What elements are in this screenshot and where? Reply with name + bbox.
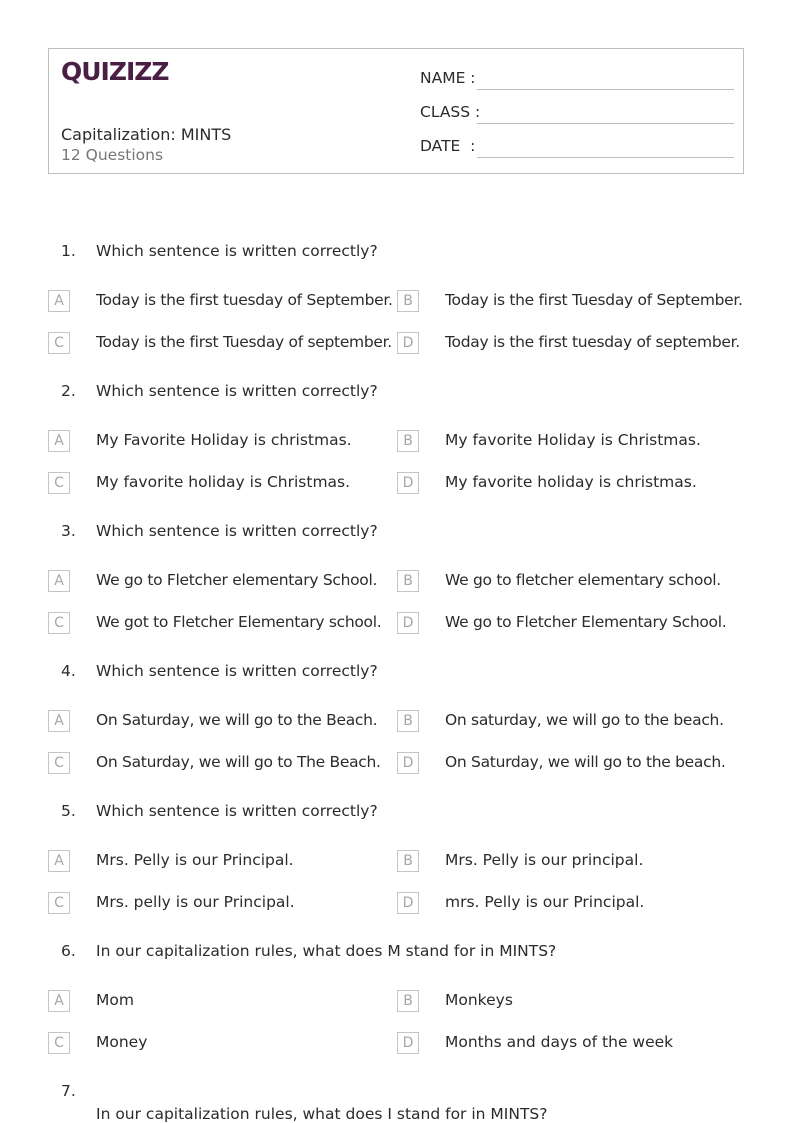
quizizz-logo: QUIZIZZ [61, 57, 169, 86]
question-text: Which sentence is written correctly? [96, 802, 378, 820]
option-text: On Saturday, we will go to the beach. [445, 753, 726, 771]
option-letter-box: A [48, 430, 70, 452]
question-number: 3. [61, 522, 76, 540]
option-letter-box: D [397, 752, 419, 774]
option-letter-box: C [48, 1032, 70, 1054]
question-text: Which sentence is written correctly? [96, 662, 378, 680]
worksheet-title: Capitalization: MINTS [61, 125, 232, 144]
option-letter-box: C [48, 472, 70, 494]
option-text: My Favorite Holiday is christmas. [96, 431, 352, 449]
option-text: My favorite holiday is Christmas. [96, 473, 351, 491]
option-text: Today is the first Tuesday of September. [445, 291, 743, 309]
name-label: NAME : [420, 69, 476, 87]
option-text: Mrs. Pelly is our Principal. [96, 851, 294, 869]
option-text: Today is the first tuesday of september. [445, 333, 740, 351]
option-letter-box: B [397, 290, 419, 312]
option-text: We go to Fletcher Elementary School. [445, 613, 727, 631]
option-text: mrs. Pelly is our Principal. [445, 893, 645, 911]
option-letter-box: D [397, 472, 419, 494]
question-number: 1. [61, 242, 76, 260]
option-text: On Saturday, we will go to the Beach. [96, 711, 378, 729]
option-letter-box: B [397, 430, 419, 452]
question-number: 7. [61, 1082, 76, 1100]
option-text: Mom [96, 991, 134, 1009]
question-text: In our capitalization rules, what does M stand for in MINTS? [96, 942, 557, 960]
option-letter-box: A [48, 850, 70, 872]
question-number: 6. [61, 942, 76, 960]
question-number: 2. [61, 382, 76, 400]
question-count: 12 Questions [61, 146, 164, 164]
option-letter-box: A [48, 570, 70, 592]
option-text: We go to Fletcher elementary School. [96, 571, 378, 589]
question-text: Which sentence is written correctly? [96, 382, 378, 400]
option-letter-box: C [48, 892, 70, 914]
option-text: We go to fletcher elementary school. [445, 571, 721, 589]
option-text: Mrs. Pelly is our principal. [445, 851, 644, 869]
question-number: 5. [61, 802, 76, 820]
option-letter-box: B [397, 850, 419, 872]
option-letter-box: B [397, 990, 419, 1012]
name-line[interactable] [477, 89, 734, 90]
option-text: My favorite Holiday is Christmas. [445, 431, 701, 449]
option-letter-box: D [397, 892, 419, 914]
option-letter-box: C [48, 332, 70, 354]
option-text: Money [96, 1033, 148, 1051]
question-text: Which sentence is written correctly? [96, 522, 378, 540]
option-letter-box: B [397, 570, 419, 592]
option-letter-box: C [48, 752, 70, 774]
option-text: Mrs. pelly is our Principal. [96, 893, 295, 911]
option-letter-box: C [48, 612, 70, 634]
date-line[interactable] [477, 157, 734, 158]
option-text: My favorite holiday is christmas. [445, 473, 697, 491]
option-text: On Saturday, we will go to The Beach. [96, 753, 381, 771]
class-label: CLASS : [420, 103, 481, 121]
option-text: Today is the first tuesday of September. [96, 291, 393, 309]
option-letter-box: D [397, 332, 419, 354]
option-letter-box: B [397, 710, 419, 732]
question-text: Which sentence is written correctly? [96, 242, 378, 260]
option-text: Today is the first Tuesday of september. [96, 333, 392, 351]
option-letter-box: A [48, 290, 70, 312]
question-number: 4. [61, 662, 76, 680]
option-text: Monkeys [445, 991, 513, 1009]
option-letter-box: D [397, 612, 419, 634]
option-text: On saturday, we will go to the beach. [445, 711, 724, 729]
option-letter-box: A [48, 710, 70, 732]
class-line[interactable] [477, 123, 734, 124]
date-label: DATE : [420, 137, 476, 155]
option-text: We got to Fletcher Elementary school. [96, 613, 382, 631]
option-text: Months and days of the week [445, 1033, 674, 1051]
question-text: In our capitalization rules, what does I stand for in MINTS? [96, 1105, 548, 1123]
worksheet-header [48, 48, 744, 174]
option-letter-box: A [48, 990, 70, 1012]
option-letter-box: D [397, 1032, 419, 1054]
